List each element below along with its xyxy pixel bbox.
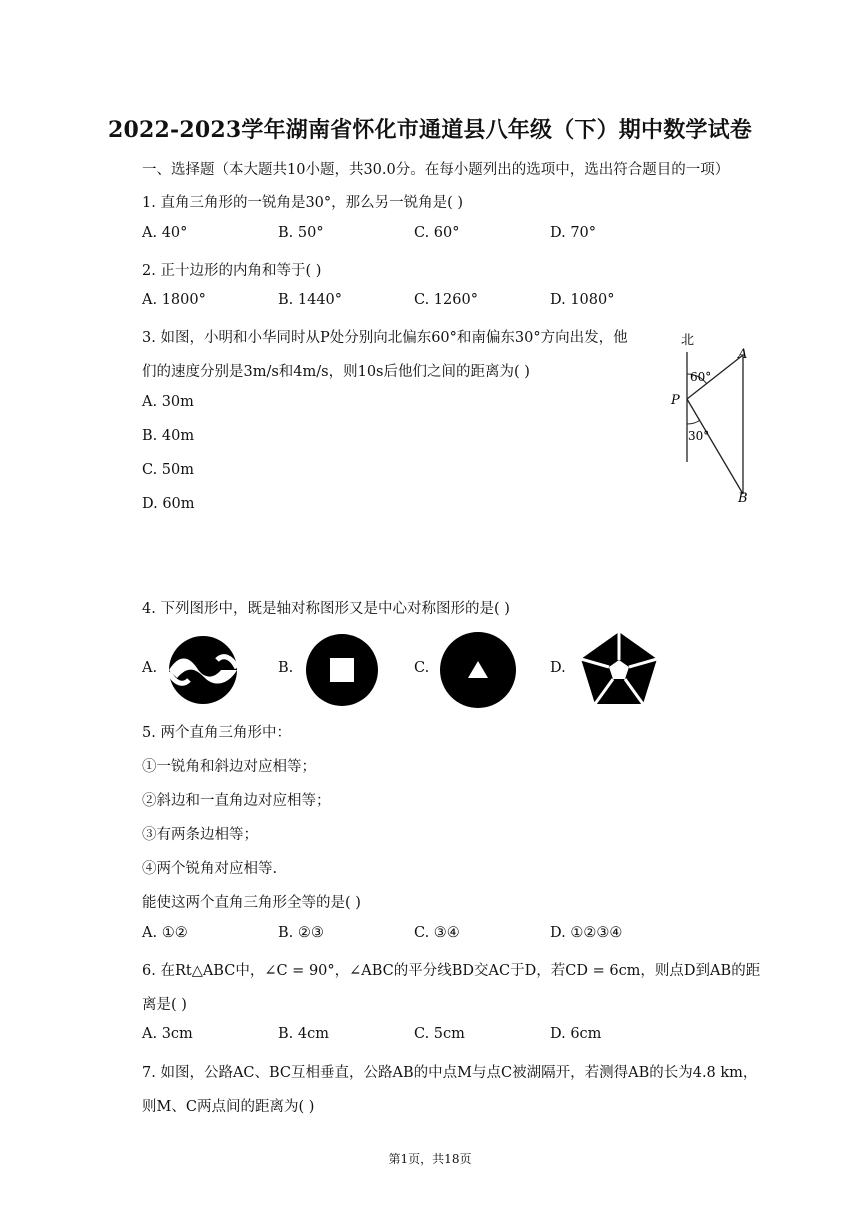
q6-option-d: D. 6cm [550,1026,602,1042]
question-1-stem: 1. 直角三角形的一锐角是30°，那么另一锐角是( ) [142,195,464,211]
q4-option-b: B. [278,660,294,676]
angle-60-label: 60° [690,370,712,384]
q3-option-a: A. 30m [142,394,194,410]
q2-option-a: A. 1800° [142,292,206,308]
question-3-stem-line1: 3. 如图，小明和小华同时从P处分别向北偏东60°和南偏东30°方向出发，他 [142,330,628,346]
circle-with-triangle-figure [438,630,518,710]
question-7-stem-line2: 则M、C两点间的距离为( ) [142,1099,315,1115]
question-4-stem: 4. 下列图形中，既是轴对称图形又是中心对称图形的是( ) [142,601,510,617]
q1-option-b: B. 50° [278,225,324,241]
q3-option-d: D. 60m [142,496,195,512]
q5-condition-2: ②斜边和一直角边对应相等； [142,793,331,809]
q5-condition-3: ③有两条边相等； [142,827,258,843]
wave-circle-figure [167,634,239,706]
question-6-stem-line2: 离是( ) [142,997,187,1013]
q6-option-a: A. 3cm [142,1026,193,1042]
q4-option-d: D. [550,660,566,676]
point-p-label: P [671,393,680,408]
q5-condition-1: ①一锐角和斜边对应相等； [142,759,316,775]
pentagon-figure [578,630,660,708]
point-b-label: B [738,491,748,506]
question-5-stem: 5. 两个直角三角形中： [142,725,291,741]
q5-question: 能使这两个直角三角形全等的是( ) [142,895,361,911]
q5-option-d: D. ①②③④ [550,925,623,941]
q6-option-b: B. 4cm [278,1026,329,1042]
q3-option-c: C. 50m [142,462,194,478]
q4-option-c: C. [414,660,430,676]
q1-option-d: D. 70° [550,225,597,241]
section-heading: 一、选择题（本大题共10小题，共30.0分。在每小题列出的选项中，选出符合题目的一项） [142,162,730,178]
q1-option-a: A. 40° [142,225,188,241]
q5-option-c: C. ③④ [414,925,460,941]
q6-option-c: C. 5cm [414,1026,465,1042]
q2-option-d: D. 1080° [550,292,615,308]
page-title: 2022-2023学年湖南省怀化市通道县八年级（下）期中数学试卷 [108,117,752,143]
q5-condition-4: ④两个锐角对应相等. [142,861,278,877]
page-footer: 第1页，共18页 [388,1152,472,1166]
direction-diagram [665,322,765,512]
question-7-stem-line1: 7. 如图，公路AC、BC互相垂直，公路AB的中点M与点C被湖隔开，若测得AB的长为4.8 km， [142,1065,758,1081]
q2-option-b: B. 1440° [278,292,343,308]
q5-option-b: B. ②③ [278,925,324,941]
question-2-stem: 2. 正十边形的内角和等于( ) [142,263,322,279]
circle-with-square-figure [304,632,380,708]
segment-pb [687,399,743,494]
q2-option-c: C. 1260° [414,292,478,308]
q4-option-a: A. [142,660,158,676]
question-6-stem-line1: 6. 在Rt△ABC中，∠C = 90°，∠ABC的平分线BD交AC于D，若CD = 6cm，则点D到AB的距 [142,963,761,979]
q3-option-b: B. 40m [142,428,195,444]
angle-30-label: 30° [688,429,710,443]
question-3-stem-line2: 们的速度分别是3m/s和4m/s，则10s后他们之间的距离为( ) [142,364,530,380]
q1-option-c: C. 60° [414,225,460,241]
angle-arc-30 [687,420,700,424]
point-a-label: A [738,347,748,362]
q5-option-a: A. ①② [142,925,188,941]
north-label: 北 [681,333,695,348]
